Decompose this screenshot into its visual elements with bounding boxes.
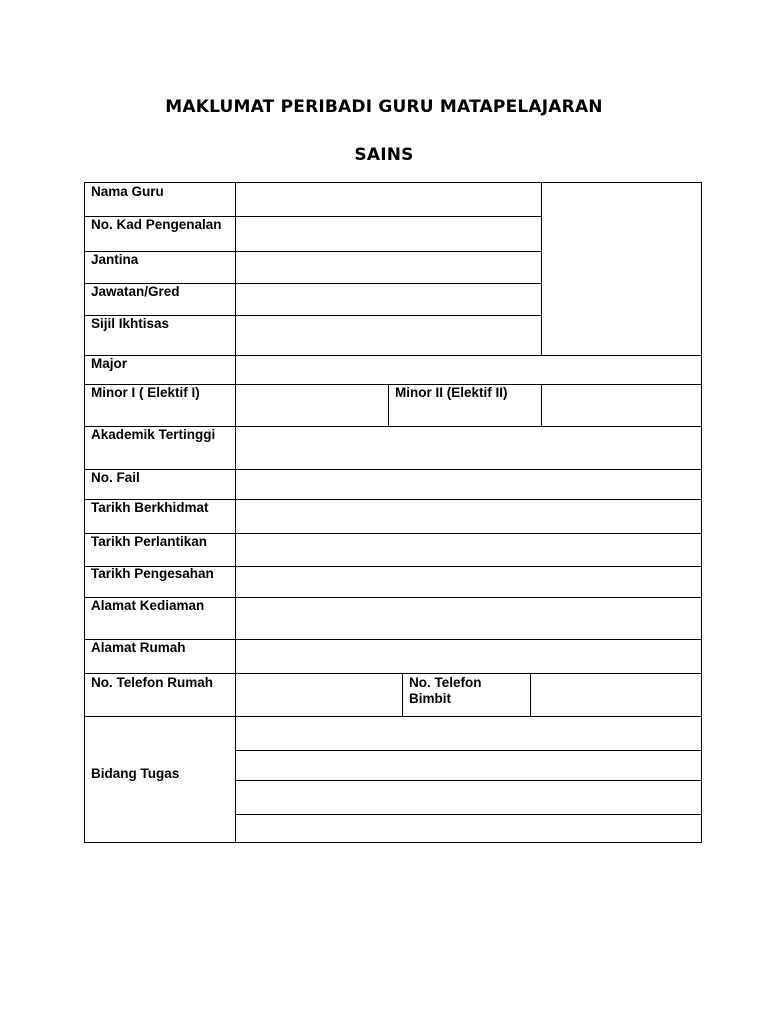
label-no-kad-pengenalan: No. Kad Pengenalan [91, 217, 222, 232]
label-bidang-tugas: Bidang Tugas [91, 766, 180, 781]
major-field[interactable] [236, 356, 701, 384]
label-nama-guru: Nama Guru [91, 184, 164, 199]
document-subtitle: SAINS [354, 145, 414, 165]
no-telefon-rumah-field[interactable] [236, 674, 402, 716]
label-tarikh-pengesahan: Tarikh Pengesahan [91, 566, 214, 581]
bidang-tugas-field-2[interactable] [236, 751, 701, 780]
minor-ii-field[interactable] [542, 385, 701, 426]
label-minor-i: Minor I ( Elektif I) [91, 385, 200, 400]
label-jawatan-gred: Jawatan/Gred [91, 284, 180, 299]
jantina-field[interactable] [236, 252, 541, 283]
personal-info-form [84, 182, 702, 843]
jawatan-gred-field[interactable] [236, 284, 541, 315]
no-fail-field[interactable] [236, 470, 701, 499]
label-alamat-kediaman: Alamat Kediaman [91, 598, 205, 613]
no-kad-pengenalan-field[interactable] [236, 217, 541, 251]
bidang-tugas-field-4[interactable] [236, 815, 701, 842]
label-tarikh-perlantikan: Tarikh Perlantikan [91, 534, 208, 549]
tarikh-berkhidmat-field[interactable] [236, 500, 701, 533]
alamat-kediaman-field[interactable] [236, 598, 701, 639]
tarikh-perlantikan-field[interactable] [236, 534, 701, 566]
label-no-telefon-bimbit-line2: Bimbit [409, 691, 451, 706]
label-major: Major [91, 356, 128, 371]
nama-guru-field[interactable] [236, 183, 541, 216]
tarikh-pengesahan-field[interactable] [236, 567, 701, 597]
label-alamat-rumah: Alamat Rumah [91, 640, 186, 655]
photo-box[interactable] [542, 183, 701, 355]
column-divider [388, 384, 389, 426]
label-no-telefon-rumah: No. Telefon Rumah [91, 675, 214, 690]
label-no-fail: No. Fail [91, 470, 140, 485]
label-tarikh-berkhidmat: Tarikh Berkhidmat [91, 500, 209, 515]
akademik-tertinggi-field[interactable] [236, 427, 701, 469]
bidang-tugas-field-1[interactable] [236, 717, 701, 750]
no-telefon-bimbit-field[interactable] [531, 674, 701, 716]
label-sijil-ikhtisas: Sijil Ikhtisas [91, 316, 170, 331]
alamat-rumah-field[interactable] [236, 640, 701, 673]
label-minor-ii: Minor II (Elektif II) [395, 385, 508, 400]
label-jantina: Jantina [91, 252, 139, 267]
column-divider [402, 673, 403, 716]
bidang-tugas-field-3[interactable] [236, 781, 701, 814]
minor-i-field[interactable] [236, 385, 388, 426]
label-akademik-tertinggi: Akademik Tertinggi [91, 427, 216, 442]
document-title: MAKLUMAT PERIBADI GURU MATAPELAJARAN [165, 97, 603, 117]
label-no-telefon-bimbit-line1: No. Telefon [409, 675, 482, 690]
sijil-ikhtisas-field[interactable] [236, 316, 541, 355]
